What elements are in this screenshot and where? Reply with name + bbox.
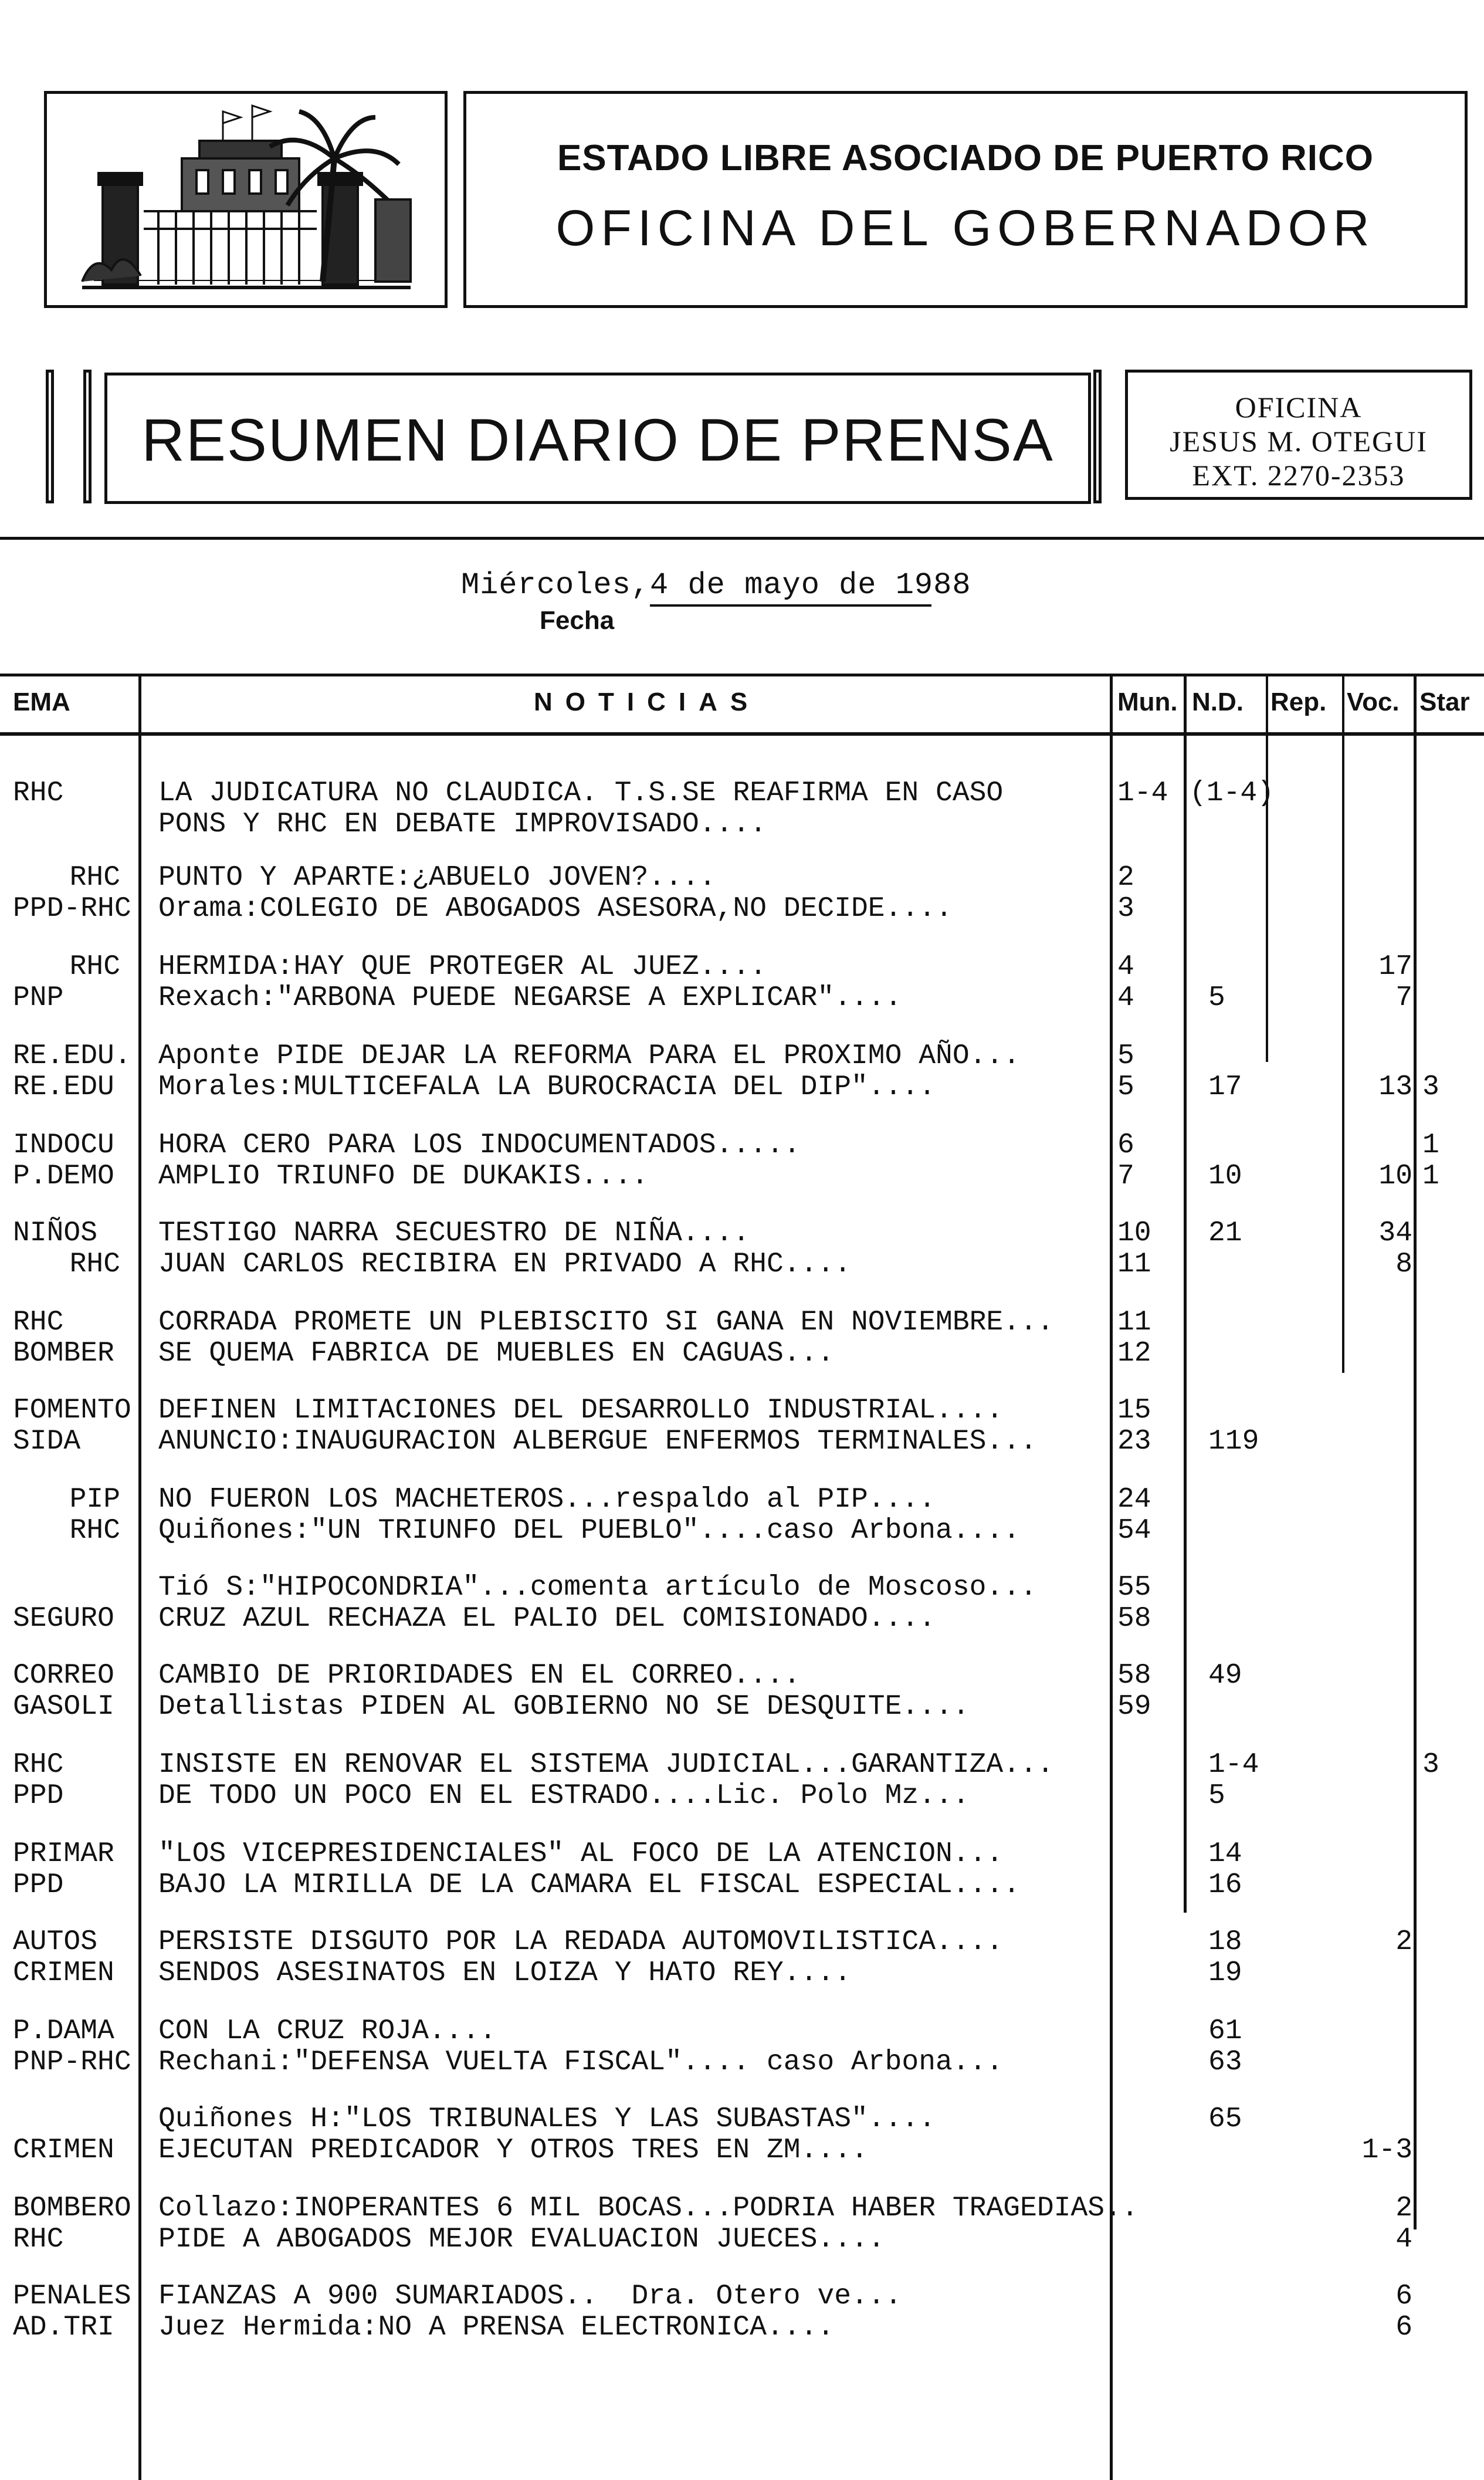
- row-nd: 21: [1208, 1217, 1242, 1249]
- row-voc: 8: [1395, 1249, 1412, 1280]
- office-header-box: [463, 91, 1468, 308]
- row-nd: 5: [1208, 982, 1225, 1014]
- row-mun: 58: [1117, 1603, 1151, 1635]
- row-mun: 11: [1117, 1307, 1151, 1338]
- row-tema: SEGURO: [13, 1603, 114, 1635]
- row-tema: FOMENTO: [13, 1395, 131, 1426]
- row-mun: 12: [1117, 1338, 1151, 1369]
- row-mun: 5: [1117, 1040, 1134, 1072]
- contact-office: OFICINA: [1235, 391, 1363, 424]
- column-divider-star: [1414, 675, 1417, 2229]
- column-divider-nd: [1184, 675, 1187, 1913]
- column-header-star: Star: [1419, 688, 1470, 716]
- row-mun: 11: [1117, 1249, 1151, 1280]
- row-nd: 10: [1208, 1161, 1242, 1192]
- column-header-noticias: NOTICIAS: [534, 688, 761, 716]
- row-nd: 17: [1208, 1071, 1242, 1103]
- row-noticia: Morales:MULTICEFALA LA BUROCRACIA DEL DIP"....: [158, 1071, 936, 1103]
- row-tema: RHC: [69, 951, 120, 983]
- row-mun: 1-4: [1117, 777, 1168, 809]
- row-tema: BOMBERO: [13, 2193, 131, 2224]
- header-divider: [0, 537, 1484, 540]
- row-voc: 13: [1378, 1071, 1412, 1103]
- row-tema: PRIMAR: [13, 1838, 114, 1870]
- row-voc: 2: [1395, 1926, 1412, 1958]
- row-tema: RHC: [13, 777, 64, 809]
- row-noticia: CAMBIO DE PRIORIDADES EN EL CORREO....: [158, 1660, 801, 1691]
- row-noticia: Tió S:"HIPOCONDRIA"...comenta artículo de Moscoso...: [158, 1572, 1037, 1603]
- column-header-mun: Mun.: [1117, 688, 1178, 716]
- row-tema: PPD: [13, 1869, 64, 1901]
- row-mun: 7: [1117, 1161, 1134, 1192]
- row-mun: 2: [1117, 862, 1134, 894]
- row-noticia: PIDE A ABOGADOS MEJOR EVALUACION JUECES....: [158, 2224, 885, 2255]
- row-tema: PPD-RHC: [13, 893, 131, 925]
- row-nd: 5: [1208, 1780, 1225, 1812]
- row-noticia: Detallistas PIDEN AL GOBIERNO NO SE DESQUITE....: [158, 1691, 970, 1723]
- row-mun: 4: [1117, 982, 1134, 1014]
- row-noticia: PERSISTE DISGUTO POR LA REDADA AUTOMOVILISTICA....: [158, 1926, 1004, 1958]
- row-noticia: HORA CERO PARA LOS INDOCUMENTADOS.....: [158, 1129, 801, 1161]
- row-tema: AD.TRI: [13, 2312, 114, 2343]
- row-voc: 17: [1378, 951, 1412, 983]
- row-noticia: Juez Hermida:NO A PRENSA ELECTRONICA....: [158, 2312, 835, 2343]
- row-nd: 61: [1208, 2015, 1242, 2047]
- row-tema: AUTOS: [13, 1926, 98, 1958]
- row-tema: PIP: [69, 1484, 120, 1515]
- row-noticia: FIANZAS A 900 SUMARIADOS.. Dra. Otero ve...: [158, 2281, 902, 2312]
- row-mun: 4: [1117, 951, 1134, 983]
- row-tema: P.DAMA: [13, 2015, 114, 2047]
- row-tema: RHC: [13, 2224, 64, 2255]
- contact-name: JESUS M. OTEGUI: [1170, 425, 1428, 458]
- row-noticia: Orama:COLEGIO DE ABOGADOS ASESORA,NO DECIDE....: [158, 893, 953, 925]
- row-nd: 18: [1208, 1926, 1242, 1958]
- row-tema: NIÑOS: [13, 1217, 98, 1249]
- row-tema: BOMBER: [13, 1338, 114, 1369]
- row-tema: RE.EDU: [13, 1071, 114, 1103]
- row-nd: 1-4: [1208, 1749, 1259, 1781]
- row-noticia: Collazo:INOPERANTES 6 MIL BOCAS...PODRIA HABER TRAGEDIAS..: [158, 2193, 1139, 2224]
- row-mun: 54: [1117, 1515, 1151, 1547]
- column-divider-voc: [1342, 675, 1344, 1373]
- row-noticia: HERMIDA:HAY QUE PROTEGER AL JUEZ....: [158, 951, 767, 983]
- row-mun: 55: [1117, 1572, 1151, 1603]
- row-voc: 4: [1395, 2224, 1412, 2255]
- row-noticia: AMPLIO TRIUNFO DE DUKAKIS....: [158, 1161, 649, 1192]
- row-tema: INDOCU: [13, 1129, 114, 1161]
- row-tema: PNP: [13, 982, 64, 1014]
- row-mun: 15: [1117, 1395, 1151, 1426]
- row-mun: 5: [1117, 1071, 1134, 1103]
- row-voc: 1-3: [1361, 2134, 1412, 2166]
- row-noticia: CRUZ AZUL RECHAZA EL PALIO DEL COMISIONADO....: [158, 1603, 936, 1635]
- row-nd: 49: [1208, 1660, 1242, 1691]
- row-nd: 63: [1208, 2046, 1242, 2078]
- column-divider-rep: [1266, 675, 1268, 1062]
- row-voc: 7: [1395, 982, 1412, 1014]
- row-mun: 6: [1117, 1129, 1134, 1161]
- column-header-rep: Rep.: [1270, 688, 1327, 716]
- row-tema: RHC: [69, 862, 120, 894]
- row-noticia: ANUNCIO:INAUGURACION ALBERGUE ENFERMOS TERMINALES...: [158, 1426, 1037, 1457]
- row-tema: PNP-RHC: [13, 2046, 131, 2078]
- column-header-voc: Voc.: [1347, 688, 1400, 716]
- row-tema: CRIMEN: [13, 2134, 114, 2166]
- row-tema: SIDA: [13, 1426, 81, 1457]
- row-noticia: Quiñones H:"LOS TRIBUNALES Y LAS SUBASTAS"....: [158, 2103, 936, 2135]
- column-divider-tema: [138, 675, 141, 2480]
- row-noticia: LA JUDICATURA NO CLAUDICA. T.S.SE REAFIRMA EN CASO: [158, 777, 1004, 809]
- row-tema: CORREO: [13, 1660, 114, 1691]
- row-star: 1: [1422, 1161, 1439, 1192]
- title-left-bar-2: [83, 370, 92, 503]
- row-star: 3: [1422, 1749, 1439, 1781]
- logo-box: [44, 91, 448, 308]
- row-noticia: Rexach:"ARBONA PUEDE NEGARSE A EXPLICAR"....: [158, 982, 902, 1014]
- row-star: 3: [1422, 1071, 1439, 1103]
- date-value: Miércoles,4 de mayo de 1988: [461, 568, 971, 603]
- row-noticia: DE TODO UN POCO EN EL ESTRADO....Lic. Polo Mz...: [158, 1780, 970, 1812]
- row-noticia: SENDOS ASESINATOS EN LOIZA Y HATO REY....: [158, 1957, 851, 1989]
- row-voc: 6: [1395, 2281, 1412, 2312]
- row-nd: 65: [1208, 2103, 1242, 2135]
- row-star: 1: [1422, 1129, 1439, 1161]
- row-nd: 16: [1208, 1869, 1242, 1901]
- row-tema: RHC: [13, 1749, 64, 1781]
- title-box: [104, 373, 1091, 504]
- document-title: RESUMEN DIARIO DE PRENSA: [141, 407, 1054, 473]
- row-noticia: "LOS VICEPRESIDENCIALES" AL FOCO DE LA ATENCION...: [158, 1838, 1004, 1870]
- row-mun: 59: [1117, 1691, 1151, 1723]
- row-noticia: BAJO LA MIRILLA DE LA CAMARA EL FISCAL ESPECIAL....: [158, 1869, 1021, 1901]
- row-tema: PENALES: [13, 2281, 131, 2312]
- estado-libre-heading: ESTADO LIBRE ASOCIADO DE PUERTO RICO: [557, 138, 1374, 178]
- palace-engraving-logo: [47, 94, 445, 305]
- row-noticia: DEFINEN LIMITACIONES DEL DESARROLLO INDUSTRIAL....: [158, 1395, 1004, 1426]
- row-tema: PPD: [13, 1780, 64, 1812]
- row-noticia: TESTIGO NARRA SECUESTRO DE NIÑA....: [158, 1217, 750, 1249]
- title-right-bar: [1093, 370, 1102, 503]
- oficina-gobernador-heading: OFICINA DEL GOBERNADOR: [555, 200, 1375, 256]
- row-noticia: SE QUEMA FABRICA DE MUEBLES EN CAGUAS...: [158, 1338, 835, 1369]
- row-tema: RE.EDU.: [13, 1040, 131, 1072]
- row-tema: GASOLI: [13, 1691, 114, 1723]
- row-noticia: CON LA CRUZ ROJA....: [158, 2015, 497, 2047]
- date-underline: [650, 604, 931, 607]
- contact-extension: EXT. 2270-2353: [1192, 459, 1405, 492]
- row-mun: 58: [1117, 1660, 1151, 1691]
- row-tema: P.DEMO: [13, 1161, 114, 1192]
- row-nd: (1-4): [1190, 777, 1275, 809]
- row-noticia: CORRADA PROMETE UN PLEBISCITO SI GANA EN NOVIEMBRE...: [158, 1307, 1054, 1338]
- row-noticia: NO FUERON LOS MACHETEROS...respaldo al PIP....: [158, 1484, 936, 1515]
- row-mun: 24: [1117, 1484, 1151, 1515]
- row-voc: 6: [1395, 2312, 1412, 2343]
- row-nd: 19: [1208, 1957, 1242, 1989]
- row-noticia: INSISTE EN RENOVAR EL SISTEMA JUDICIAL...GARANTIZA...: [158, 1749, 1054, 1781]
- row-tema: RHC: [69, 1249, 120, 1280]
- row-noticia: Quiñones:"UN TRIUNFO DEL PUEBLO"....caso Arbona....: [158, 1515, 1021, 1547]
- row-voc: 2: [1395, 2193, 1412, 2224]
- row-voc: 10: [1378, 1161, 1412, 1192]
- row-voc: 34: [1378, 1217, 1412, 1249]
- row-nd: 14: [1208, 1838, 1242, 1870]
- row-noticia: Rechani:"DEFENSA VUELTA FISCAL".... caso Arbona...: [158, 2046, 1004, 2078]
- table-header-rule: [0, 732, 1484, 736]
- row-noticia: PONS Y RHC EN DEBATE IMPROVISADO....: [158, 808, 767, 840]
- contact-box: [1125, 370, 1472, 500]
- row-tema: RHC: [69, 1515, 120, 1547]
- row-nd: 119: [1208, 1426, 1259, 1457]
- row-noticia: Aponte PIDE DEJAR LA REFORMA PARA EL PROXIMO AÑO...: [158, 1040, 1021, 1072]
- row-tema: RHC: [13, 1307, 64, 1338]
- row-tema: CRIMEN: [13, 1957, 114, 1989]
- row-mun: 10: [1117, 1217, 1151, 1249]
- row-noticia: EJECUTAN PREDICADOR Y OTROS TRES EN ZM....: [158, 2134, 868, 2166]
- row-mun: 3: [1117, 893, 1134, 925]
- date-label: Fecha: [540, 606, 615, 635]
- row-noticia: PUNTO Y APARTE:¿ABUELO JOVEN?....: [158, 862, 716, 894]
- column-header-nd: N.D.: [1192, 688, 1244, 716]
- column-header-tema: EMA: [13, 688, 70, 716]
- title-left-bar: [46, 370, 54, 503]
- row-noticia: JUAN CARLOS RECIBIRA EN PRIVADO A RHC....: [158, 1249, 851, 1280]
- row-mun: 23: [1117, 1426, 1151, 1457]
- table-top-rule: [0, 674, 1484, 676]
